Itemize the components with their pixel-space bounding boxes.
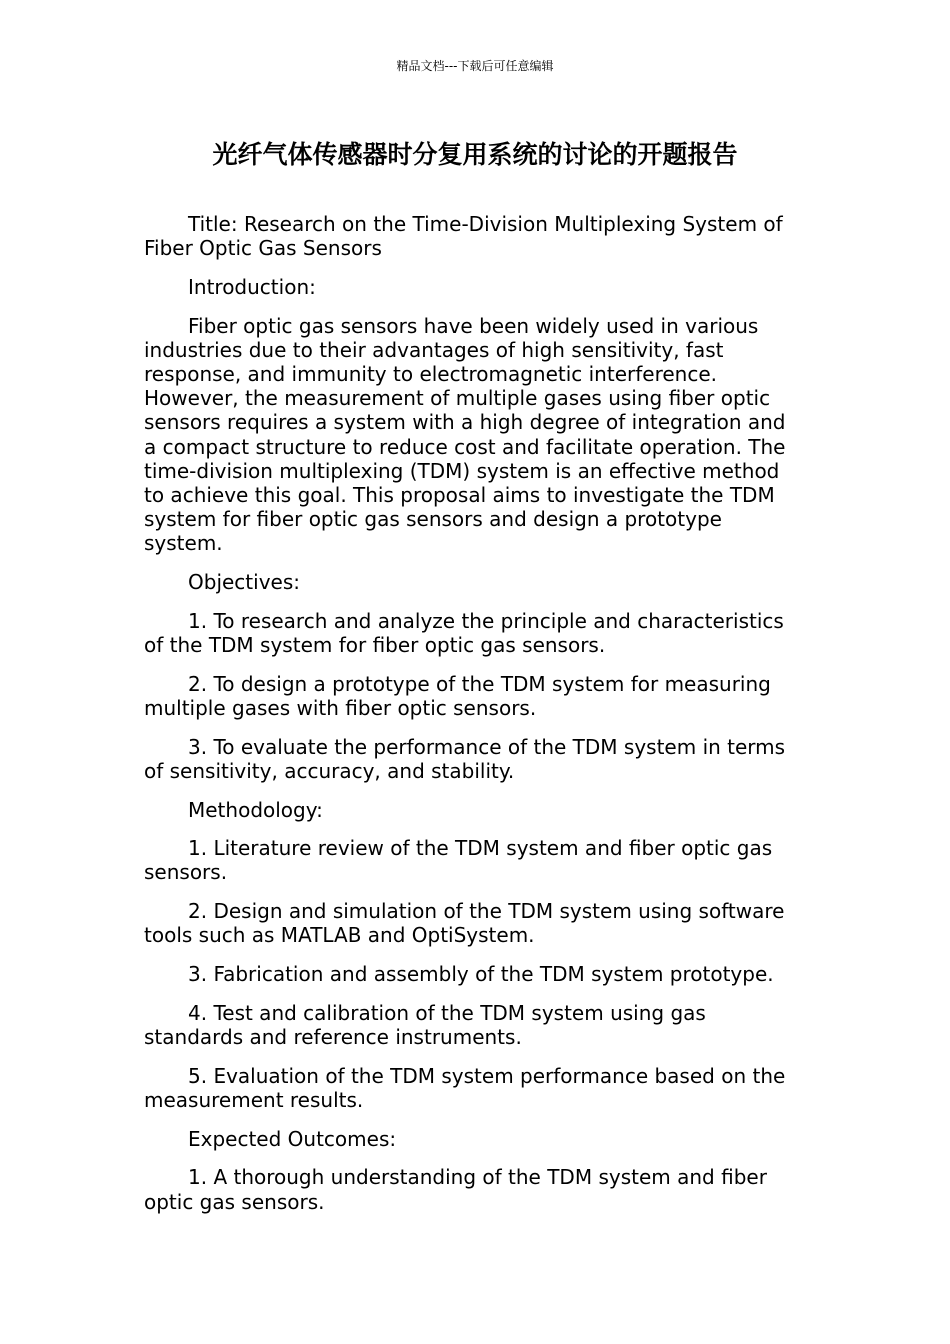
heading-methodology: Methodology:: [188, 797, 323, 822]
document-title: 光纤气体传感器时分复用系统的讨论的开题报告: [212, 140, 738, 169]
objective-item-3: 3. To evaluate the performance of the TDM system in terms of sensitivity, accuracy, and stability.: [144, 734, 786, 783]
document-body: [144, 212, 804, 1228]
heading-objectives: Objectives:: [188, 570, 300, 595]
objective-item-2: 2. To design a prototype of the TDM system for measuring multiple gases with fiber optic sensors.: [144, 671, 771, 720]
methodology-item-1: 1. Literature review of the TDM system and fiber optic gas sensors.: [144, 836, 773, 885]
heading-expected-outcomes: Expected Outcomes:: [188, 1126, 397, 1151]
methodology-item-3: 3. Fabrication and assembly of the TDM system prototype.: [188, 962, 774, 987]
outcome-item-1: 1. A thorough understanding of the TDM system and fiber optic gas sensors.: [144, 1165, 767, 1214]
methodology-item-2: 2. Design and simulation of the TDM system using software tools such as MATLAB and OptiSystem.: [144, 899, 785, 948]
paragraph-introduction: Fiber optic gas sensors have been widely used in various industries due to their advantages of high sensitivity, fast response, and immunity to electromagnetic interference. However, the measurement of multiple gases using fiber optic sensors requires a system with a high degree of integration and a compact structure to reduce cost and facilitate operation. The time-division multiplexing (TDM) system is an effective method to achieve this goal. This proposal aims to investigate the TDM system for fiber optic gas sensors and design a prototype system.: [144, 313, 786, 556]
header-note: 精品文档---下载后可任意编辑: [396, 59, 554, 73]
objective-item-1: 1. To research and analyze the principle and characteristics of the TDM system for fiber optic gas sensors.: [144, 608, 784, 658]
methodology-item-5: 5. Evaluation of the TDM system performance based on the measurement results.: [144, 1063, 786, 1112]
paragraph-title-line: Title: Research on the Time-Division Multiplexing System of Fiber Optic Gas Sensors: [144, 212, 783, 261]
methodology-item-4: 4. Test and calibration of the TDM system using gas standards and reference instruments.: [144, 1000, 706, 1049]
heading-introduction: Introduction:: [188, 274, 316, 299]
